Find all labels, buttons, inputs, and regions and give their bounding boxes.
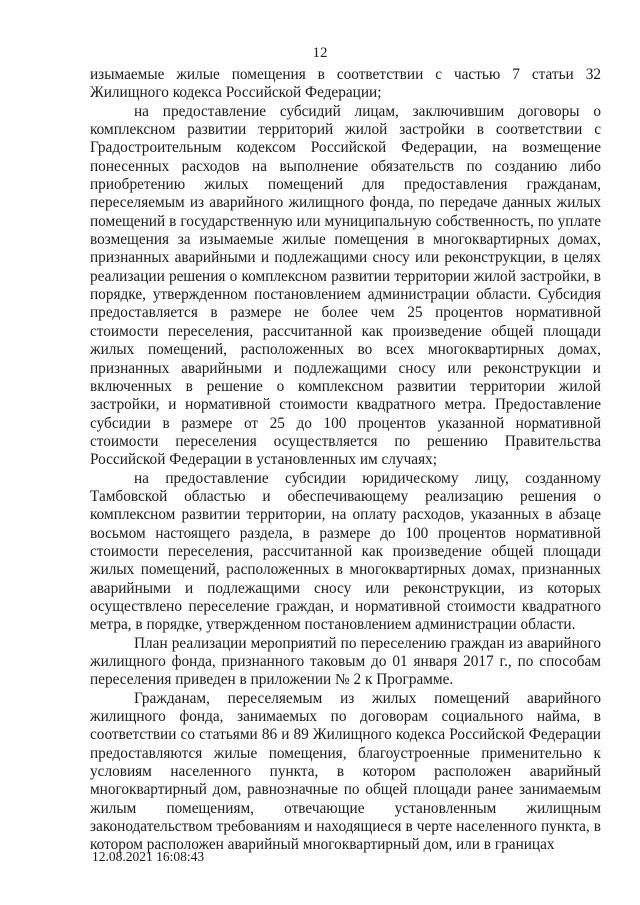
paragraph-resettlement-plan: План реализации мероприятий по переселению граждан из аварийного жилищного фонда, признанного таковым до 01 января 2017 г., по способам переселения приведен в приложении № 2 к Программе. [90,634,601,689]
paragraph-continuation: изымаемые жилые помещения в соответствии с частью 7 статьи 32 Жилищного кодекса Российской Федерации; [90,66,601,102]
footer-timestamp: 12.08.2021 16:08:43 [92,849,205,864]
document-body [90,66,601,855]
paragraph-subsidy-developers: на предоставление субсидий лицам, заключившим договоры о комплексном развитии территорий жилой застройки в соответствии с Градостроительным кодексом Российской Федерации, на возмещение понесенных расходов на выполнение обязательств по созданию либо приобретению жилых помещений для предоставления гражданам, переселяемым из аварийного жилищного фонда, по передаче данных жилых помещений в государственную или муниципальную собственность, по уплате возмещения за изымаемые жилые помещения в многоквартирных домах, признанных аварийными и подлежащими сносу или реконструкции, в целях реализации решения о комплексном развитии территории жилой застройки, в порядке, утвержденном постановлением администрации области. Субсидия предоставляется в размере не более чем 25 процентов нормативной стоимости переселения, рассчитанной как произведение общей площади жилых помещений, расположенных во всех многоквартирных домах, признанных аварийными и подлежащими сносу или реконструкции и включенных в решение о комплексном развитии территории жилой застройки, и нормативной стоимости квадратного метра. Предоставление субсидии в размере от 25 до 100 процентов указанной нормативной стоимости переселения осуществляется по решению Правительства Российской Федерации в установленных им случаях; [90,102,601,469]
paragraph-social-tenancy: Гражданам, переселяемым из жилых помещений аварийного жилищного фонда, занимаемых по договорам социального найма, в соответствии со статьями 86 и 89 Жилищного кодекса Российской Федерации предоставляются жилые помещения, благоустроенные применительно к условиям населенного пункта, в котором расположен аварийный многоквартирный дом, равнозначные по общей площади ранее занимаемым жилым помещениям, отвечающие установленным жилищным законодательством требованиям и находящиеся в черте населенного пункта, в котором расположен аварийный многоквартирный дом, или в границах [90,689,601,854]
page-number: 12 [312,45,328,61]
paragraph-subsidy-legal-entity: на предоставление субсидии юридическому лицу, созданному Тамбовской областью и обеспечивающему реализацию решения о комплексном развитии территории, на оплату расходов, указанных в абзаце восьмом настоящего раздела, в размере до 100 процентов нормативной стоимости переселения, рассчитанной как произведение общей площади жилых помещений, расположенных в многоквартирных домах, признанных аварийными и подлежащими сносу или реконструкции, из которых осуществлено переселение граждан, и нормативной стоимости квадратного метра, в порядке, утвержденном постановлением администрации области. [90,469,601,634]
